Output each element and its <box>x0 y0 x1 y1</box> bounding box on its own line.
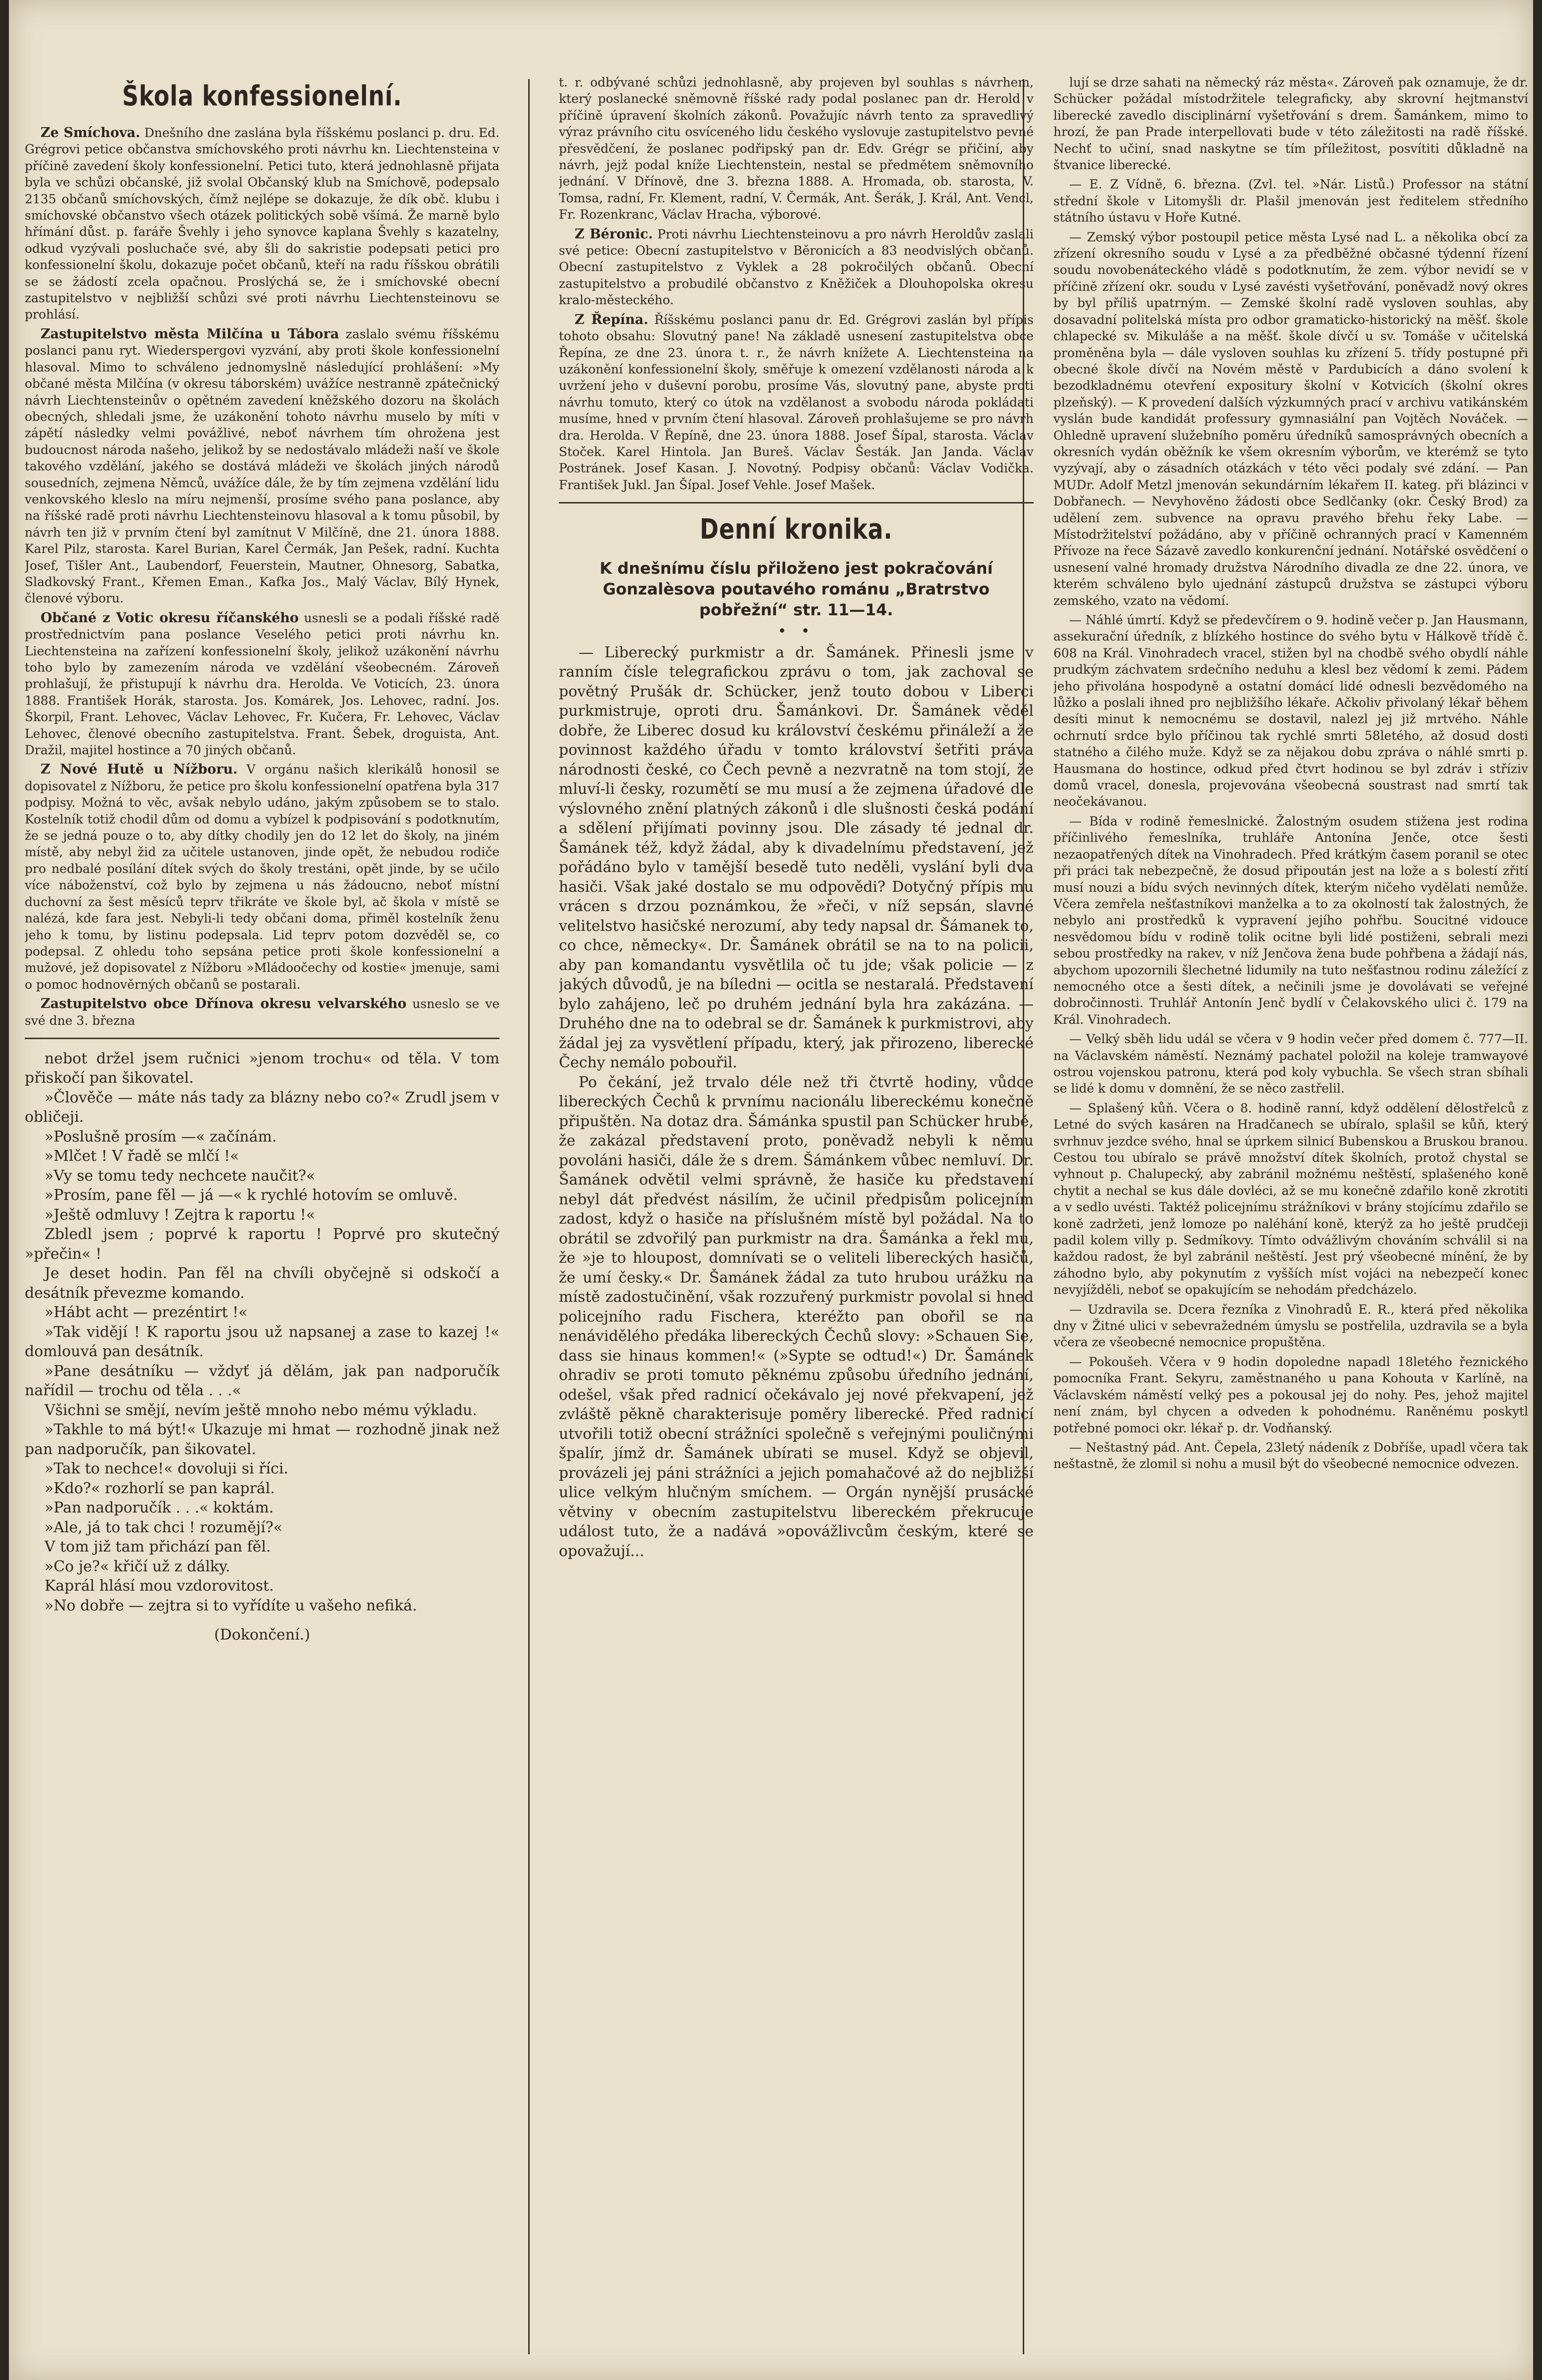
story-line: »Mlčet ! V řadě se mlčí !« <box>45 1147 239 1165</box>
article-title: Z Béronic. <box>575 226 653 242</box>
news-item: — Náhlé úmrtí. Když se předevčírem o 9. hodině večer p. Jan Hausmann, assekurační úředník, z blízkého hostince do svého bytu v Hálkově třídě č. 608 na Král. Vinohradech vracel, stižen byl na chodbě svého obydlí náhle prudkým záchvatem srdečního neduhu a klesl bez vědomí k zemi. Pádem jeho přivolána hospodyně a ostatní domácí lidé odnesli bezvědomého na lůžko a poslali ihned pro nejbližšího lékaře. Ačkoliv přivolaný lékař během desíti minut k nemocnému se dostavil, nalezl jej již mrtvého. Náhle ochrnutí srdce bylo příčinou tak rychlé smrti 58letého, až dosud dosti statného a čilého muže. Když se za nějakou dobu zpráva o náhlé smrti p. Hausmana do hostince, odkud před čtvrt hodinou se byl zdráv i stříziv domů vracel, donesla, projevována všeobecná soustrast nad smrtí tak neočekávanou. <box>1053 613 1528 809</box>
news-item: lují se drze sahati na německý ráz města«. Zároveň pak oznamuje, že dr. Schücker požádal místodržitele telegraficky, aby skrovní hejtmanství liberecké zavedlo disciplinární vyšetřování s drem. Šamánkem, mimo to hrozí, že pan Prade interpellovati bude v této záležitosti na radě říšské. Nechť to učiní, snad naskytne se tím příležitost, posvítiti důkladně na štvanice liberecké. <box>1053 75 1528 173</box>
story-line: Kaprál hlásí mou vzdorovitost. <box>45 1577 274 1595</box>
article <box>559 312 1034 493</box>
story-line: »Vy se tomu tedy nechcete naučit?« <box>45 1167 316 1185</box>
story-line: »Tak vidějí ! K raportu jsou už napsanej a zase to kazej !« domlouvá pan desátník. <box>25 1323 499 1361</box>
story-line: »Kdo?« rozhorlí se pan kaprál. <box>45 1479 275 1497</box>
story-line: »Hábt acht — prezéntirt !« <box>45 1304 248 1322</box>
story-line: »Takhle to má být!« Ukazuje mi hmat — rozhodně jinak než pan nadporučík, pan šikovatel. <box>25 1421 499 1458</box>
story-line: Všichni se smějí, nevím ještě mnoho nebo mému výkladu. <box>45 1401 477 1419</box>
article-text: usneslo se ve své dne 3. března <box>25 997 499 1028</box>
divider <box>559 502 1034 503</box>
story-line: »Pan nadporučík . . .« koktám. <box>45 1499 274 1517</box>
story-line: nebot držel jsem ručnici »jenom trochu« od těla. V tom přiskočí pan šikovatel. <box>25 1050 499 1087</box>
supplement-notice: K dnešnímu číslu přiloženo jest pokračování Gonzalèsova poutavého románu „Bratrstvo pobřežní“ str. 11—14. <box>599 559 993 620</box>
column-1 <box>25 74 499 2379</box>
article-title: Zastupitelstvo města Milčína u Tábora <box>41 326 339 342</box>
article <box>25 125 499 323</box>
section-heading: Denní kronika. <box>700 513 893 546</box>
story-line: »Poslušně prosím —« začínám. <box>45 1128 277 1145</box>
article <box>25 996 499 1029</box>
article-text: Říšskému poslanci panu dr. Ed. Grégrovi zaslán byl přípis tohoto obsahu: Slovutný pane! Na základě usnesení zastupitelstva obce Řepína, ze dne 23. února t. r., že návrh knížete A. Liechtensteina na uzákonění konfessionelní školy, směřuje k omezení vzdělanosti národa a k uvržení jeho v duševní porobu, prosíme Vás, slovutný pane, abyste proti návrhu tomuto, který co útok na vzdělanost a svobodu národa pokládati musíme, hned v prvním čtení hlasoval. Zároveň prohlašujeme se pro návrh dra. Herolda. V Řepíně, dne 23. února 1888. Josef Šípal, starosta. Václav Stoček. Karel Hintola. Jan Bureš. Václav Šesták. Jan Janda. Václav Postránek. Josef Kasan. J. Novotný. Podpisy občanů: Václav Vodička. František Jukl. Jan Šípal. Josef Vehle. Josef Mašek. <box>559 312 1034 492</box>
story-line: »No dobře — zejtra si to vyřídíte u vašeho nefiká. <box>45 1597 417 1614</box>
article <box>25 761 499 993</box>
story-paragraph: Po čekání, jež trvalo déle než tři čtvrtě hodiny, vůdce libereckých Čechů k prvnímu nacionálu libereckému konečně připuštěn. Na dotaz dra. Šámánka spustil pan Schücker hrubě, že zakázal představení proto, poněvadž nebyli k němu povoláni hasiči, dále že s drem. Šámánkem vůbec nemluví. Dr. Šamánek odvětil velmi správně, že hasiče ku představení nebyl dát předvést násilím, že učinil předpisům policejním zadost, když o hasiče na příslušném místě byl požádal. Na to obrátil se zdvořilý pan purkmistr na dra. Šamánka a řekl mu, že »je to hloupost, domnívati se o veliteli libereckých hasičů, že umí česky.« Dr. Šamánek žádal za tuto hrubou urážku na místě zadostučinění, však rozzuřený purkmistr povolal si hned policejního radu Fischera, kteréžto pan obořil se na nenávidělého předáka libereckých Čechů slovy: »Schauen Sie, dass sie hinaus kommen!« (»Sypte se odtud!«) Dr. Šamánek ohradiv se proti tomuto pěknému způsobu úředního jednání, odešel, však před radnicí očekávalo jej nové překvapení, jež zvláště pěkně charakterisuje poměry liberecké. Před radnicí utvořili totiž obecní strážníci společně s veřejnými pouličnými špalír, jímž dr. Šamánek ubírati se musel. Když se objevil, provázeli jej páni strážníci a jejich pomahačové až do nejbližší ulice velkým hlučným smíchem. — Orgán nynější prusácké větviny v obecním zastupitelstvu libereckém překrucuje událost tuto, že a nadává »opovážlivcům českým, které se opovažují... <box>559 1073 1034 1560</box>
article-text: zaslalo svému říšskému poslanci panu ryt. Wiederspergovi vyzvání, aby proti škole konfessionelní hlasoval. Mimo to schváleno jednomyslně následující prohlášení: »My občané města Milčína (v okresu táborském) uvážíce nestranně zpátečnický návrh Liechtensteinův o opětném zavedení kněžského dozoru na školách obecných, shledali jsme, že uzákonění tohoto návrhu muselo by míti v zápětí následky velmi povážlivé, neboť návrhem tím ohrožena jest budoucnost národa našeho, jelikož by se nedostávalo mládeži naší ve škole takového vzdělání, jakého se dostává mládeži ve školách jiných národů sousedních, zejmena Němců, uvážíce dále, že by tím zejmena vzdělání lidu venkovského kleslo na míru nejmenší, prosíme svého pana poslance, aby na říšské radě proti návrhu Liechtensteinovu hlasoval a k tomu působil, by návrh ten již v prvním čtení byl zamítnut V Milčíně, dne 21. února 1888. Karel Pilz, starosta. Karel Burian, Karel Čermák, Jan Pešek, radní. Kuchta Josef, Tišler Ant., Laubendorf, Feuerstein, Mautner, Ohnesorg, Sabatka, Sladkovský Frant., Křemen Eman., Kafka Jos., Malý Václav, Bílý Hynek, členové výboru. <box>25 326 499 606</box>
article-continuation: t. r. odbývané schůzi jednohlasně, aby projeven byl souhlas s návrhem, který poslanecké sněmovně říšské rady podal poslanec pan dr. Herold v příčině úpravení školních zákonů. Považujíc návrh tento za spravedlivý výraz právního citu osvíceného lidu českého vyslovuje zastupitelstvo pevné přesvědčení, že poslanec podřipský pan dr. Edv. Grégr se přičiní, aby návrh, jejž podal kníže Liechtenstein, nestal se předmětem sněmovního jednání. V Dřínově, dne 3. března 1888. A. Hromada, ob. starosta, V. Tomsa, radní, Fr. Klement, radní, V. Čermák, Ant. Šerák, J. Král, Ant. Vencl, Fr. Rozenkranc, Václav Hracha, výborové. <box>559 75 1034 222</box>
news-item: — Uzdravila se. Dcera řezníka z Vinohradů E. R., která před několika dny v Žitné ulici v sebevražedném úmyslu se postřelila, uzdravila se a byla včera ze všeobecné nemocnice propuštěna. <box>1053 1302 1528 1350</box>
article-title: Zastupitelstvo obce Dřínova okresu velvarského <box>41 996 407 1012</box>
article-title: Z Řepína. <box>575 312 648 327</box>
article <box>25 326 499 607</box>
story-line: »Co je?« křičí už z dálky. <box>45 1557 230 1575</box>
article <box>25 610 499 759</box>
article-text: Proti návrhu Liechtensteinovu a pro návrh Heroldův zaslali své petice: Obecní zastupitelstvo v Běronicích a 83 neodvislých občanů. Obecní zastupitelstvo z Vyklek a 28 pokročilých občanů. Obecní zastupitelstvo a probudilé občanstvo z Kněžiček a Dlouhopolska okresu kralo-městeckého. <box>559 227 1034 308</box>
story-line: »Pane desátníku — vždyť já dělám, jak pan nadporučík nařídil — trochu od těla . . .« <box>25 1362 499 1400</box>
column-3 <box>1053 74 1528 2379</box>
column-rule <box>528 79 530 2354</box>
story-line: »Tak to nechce!« dovoluji si říci. <box>45 1460 289 1478</box>
story-paragraph: — Liberecký purkmistr a dr. Šamánek. Přinesli jsme v ranním čísle telegrafickou zprávu o tom, jak zachoval se povětný Prušák dr. Schücker, jenž touto dobou v Liberci purkmistruje, oproti dru. Šamánkovi. Dr. Šamánek věděl dobře, že Liberec dosud ku království českému přináleží a že povinnost každého úřadu v tomto království šetřiti práva národnosti české, co Čech pevně a nezvratně na tom stojí, že mluví-li česky, rozumětí se mu musí a že zejmena úřadové dle výslovného znění platných zákonů i dle slušnosti česká podání a sdělení přijímati povinny jsou. Dle zásady té jednal dr. Šamánek též, když žádal, aby k divadelnímu představení, jež pořádáno bylo v tamější besedě tuto neděli, vyslání byli dva hasiči. Však jaké dostalo se mu odpovědi? Dotyčný přípis mu vrácen s drzou poznámkou, že »řeči, v níž sepsán, slavné velitelstvo hasičské nerozumí, aby tedy napsal dr. Šámanek to, co chce, německy«. Dr. Šamánek obrátil se na to na policii, aby pan komandantu vysvětlila oč tu jde; však policie — z jakých důvodů, je na bíledni — ocitla se nestaralá. Představení bylo zahájeno, leč po druhém jednání byla hra zakázána. — Druhého dne na to odebral se dr. Šamánek k purkmistrovi, aby žádal jej za vysvětlení případu, který, jak přirozeno, liberecké Čechy nemálo pobouřil. <box>559 643 1034 1072</box>
article-text: V orgánu našich klerikálů honosil se dopisovatel z Nížboru, že petice pro školu konfessionelní opatřena byla 317 podpisy. Možná to věc, avšak nebylo udáno, jakým způsobem se to stalo. Kostelník totiž chodil dům od domu a vybízel k podpisování s podotknutím, že se jedná pouze o to, aby dítky chodily jen do 12 let do školy, na jiném místě, aby nebyl žid za učitele ustanoven, jinde opět, že nebudou rodiče pro nedbalé posílání dítek svých do školy trestáni, opět jinde, by se učilo více náboženství, což bylo by zejmena u nás žádoucno, neboť místní duchovní za šest měsíců teprv třikráte ve škole byl, ač škola v místě se nalézá, kde fara jest. Nebyli-li tedy občani doma, přiměl kostelník ženu jeho k tomu, by listinu podepsala. Lid teprv potom dozvěděl se, co podepsal. Z ohledu toho sepsána petice proti škole konfessionelní a mužové, jež dopisovatel z Nížboru »Mládoočechy od kostie« jmenuje, sami o pomoc hodnověrných občanů se postarali. <box>25 762 499 992</box>
article-title: Ze Smíchova. <box>41 125 140 140</box>
story-line: »Ale, já to tak chci ! rozumějí?« <box>45 1518 283 1536</box>
article-title: Z Nové Hutě u Nížboru. <box>41 762 238 778</box>
ornament: • • <box>777 623 815 641</box>
article-title: Občané z Votic okresu říčanského <box>41 610 299 626</box>
story-line: »Ještě odmluvy ! Zejtra k raportu !« <box>45 1206 316 1224</box>
column-2 <box>559 74 1034 2379</box>
story-line: V tom již tam přichází pan fěl. <box>45 1538 271 1556</box>
story-line: Je deset hodin. Pan fěl na chvíli obyčejně si odskočí a desátník převezme komando. <box>25 1265 499 1302</box>
news-item: — Zemský výbor postoupil petice města Lysé nad L. a několika obcí za zřízení okresního soudu v Lysé a za předběžné občasné týdenní řízení soudu novobenáteckého vládě s podotknutím, že zem. výbor nevidí se v příčině zřízení okr. soudu v Lysé zavésti vyšetřování, poněvadž nový okres by byl příliš upatrným. — Zemské školní radě vysloven souhlas, aby dosavadní politelská místa pro odbor gramaticko-historický na měšť. škole chlapecké sv. Mikuláše a na měšť. škole dívčí u sv. Tomáše v učitelská proměněna byla — dále vysloven souhlas ku zřízení 5. třídy postupné při obecné škole dívčí na Novém městě v Pardubicích a dáno svolení k bezodkladnému otevření expositury školní v Kotvicích (školní okres plzeňský). — K provedení dalších výzkumných prací v archivu vatikánském vyslán bude kandidát professury gymnasiální pan Vojtěch Nováček. — Ohledně upravení služebního poměru úředníků samosprávných obecních a okresních vydán oběžník ke všem okresním výborům, ve kterémž se tyto vyzývají, aby o zásadních otázkách v této věci podaly své zdání. — Pan MUDr. Adolf Metzl jmenován sekundárním lékařem II. kateg. při blázinci v Dobřanech. — Nevyhověno žádosti obce Sedlčanky (okr. Český Brod) za udělení zem. subvence na opravu pravého břehu řeky Labe. — Místodržitelství požádáno, aby v příčině ochranných prací v Kamenném Přívoze na řece Sázavě zavedlo konkurenční jednání. Notářské osvědčení o usnesení valné hromady družstva Národního divadla ze dne 22. února, ve kterém schváleno bylo ujednání zástupců družstva se zástupci výboru zemského, vzato na vědomí. <box>1053 229 1528 608</box>
story-line: »Prosím, pane fěl — já —« k rychlé hotovím se omluvě. <box>45 1187 458 1204</box>
story-line: Zbledl jsem ; poprvé k raportu ! Poprvé pro skutečný »přečin« ! <box>25 1226 499 1263</box>
news-story <box>559 643 1034 1561</box>
feuilleton <box>25 1049 499 1645</box>
divider <box>25 1038 499 1039</box>
story-line: »Člověče — máte nás tady za blázny nebo co?« Zrudl jsem v obličeji. <box>25 1089 499 1126</box>
news-item: — Velký sběh lidu udál se včera v 9 hodin večer před domem č. 777—II. na Václavském náměstí. Neznámý pachatel položil na koleje tramwayové ostrou vojenskou patronu, která pod koly vybuchla. Se všech stran sbíhali se lidé k domu v domnění, že se něco zastřelil. <box>1053 1032 1528 1096</box>
section-heading: Škola konfessionelní. <box>122 80 402 112</box>
article-text: Dnešního dne zaslána byla říšskému poslanci p. dru. Ed. Grégrovi petice občanstva smíchovského proti návrhu kn. Liechtensteina v příčině zavedení školy konfessionelní. Petici tuto, která jednohlasně přijata byla ve schůzi občanské, již svolal Občanský klub na Smíchově, podepsalo 2135 občanů smíchovských, čímž nejlépe se dokazuje, že dík obč. klubu i smíchovské občanstvo všech otázek politických sobě všímá. Že marně bylo hřímání důst. p. faráře Švehly i jeho synovce kaplana Švehly s kazatelny, odkud vyzývali posluchače své, aby šli do sakristie podepsati petici pro konfessionelní školu, dokazuje počet občanů, kteří na radu říšskou obrátili se se žádostí zcela opačnou. Proslýchá se, že i smíchovské obecní zastupitelstvo v nejbližší schůzi své proti návrhu Liechtensteinovu se prohlásí. <box>25 126 499 322</box>
article <box>559 226 1034 309</box>
to-be-continued: (Dokončení.) <box>214 1626 311 1644</box>
news-item: — Bída v rodině řemeslnické. Žalostným osudem stižena jest rodina příčinlivého řemeslníka, truhláře Antonína Jenče, otce šesti nezaopatřených dítek na Vinohradech. Před krátkým časem poranil se otec při práci tak nebezpečně, že dosud připoután jest na lože a s bolestí zřití musí nouzi a bídu svých nevinných dítek, kterým ničeho vydělati nemůže. Včera zemřela nešťastníkovi manželka a to za okolností tak žalostných, že nebylo ani prostředků k vypravení jejího pohřbu. Soucitné vidouce nesvědomou bídu v rodině tolik ocitne byli lidé postiženi, sebrali mezi sebou prostředky na rakev, v níž Jenčova žena bude pohřbena a žádají nás, abychom upozornili šlechetné lidumily na tuto nešťastnou rodinu záležící z nemocného otce a šesti dítek, a nečinili jsme je dovolávati se veřejné dobročinnosti. Truhlář Antonín Jenč bydlí v Čelakovského ulici č. 179 na Král. Vinohradech. <box>1053 814 1528 1027</box>
news-item: — E. Z Vídně, 6. března. (Zvl. tel. »Nár. Listů.) Professor na státní střední škole v Litomyšli dr. Plašil jmenován jest ředitelem středního státního ústavu v Hoře Kutné. <box>1053 177 1528 225</box>
news-item: — Pokoušeh. Včera v 9 hodin dopoledne napadl 18letého řeznického pomocníka Frant. Sekyru, zaměstnaného u pana Kohouta v Karlíně, na Václavském náměstí velký pes a pokousal jej do nohy. Pes, jehož majitel není znám, byl chycen a odveden k pohodnému. Raněnému poskytl potřebné pomoci okr. lékař p. dr. Vodňanský. <box>1053 1354 1528 1435</box>
newspaper-page <box>9 0 1533 2380</box>
news-item: — Neštastný pád. Ant. Čepela, 23letý nádeník z Dobříše, upadl včera tak neštastně, že zlomil si nohu a musil být do všeobecné nemocnice odvezen. <box>1053 1440 1528 1471</box>
news-item: — Splašený kůň. Včera o 8. hodině ranní, když oddělení dělostřelců z Letné do svých kasáren na Hradčanech se ubíralo, splašil se kůň, který svrhnuv jezdce svého, hnal se úprkem silnicí Bubenskou a Bruskou branou. Cestou tou ubíralo se právě množství dítek školních, protož chystal se vyhnout p. Chalupecký, aby zabránil možnému neštěstí, splašeného koně chytit a nechal se kus dále dovléci, až se mu konečně zdařilo koně zkrotiti a v sedlo uvésti. Taktéž policejnímu strážníkovi v brány stojícímu zdařilo se koně zadržeti, jenž lomoze po naléhání koně, kterýž za ho ještě prudčeji padil kolem villy p. Sedmíkovy. Tímto odvážlivým chováním schválil si na každou radost, že byl zabránil neštěstí. Jest prý všeobecné mínění, že by záhodno bylo, aby pokynutím z vyšších míst vojáci na nebezpečí konec nevyjížděli, neboť se opakujícím se nehodám předcházelo. <box>1053 1100 1528 1297</box>
article-text: usnesli se a podali říšské radě prostřednictvím pana poslance Veselého petici proti návrhu kn. Liechtensteina na zařízení konfessionelní školy, jelikož uzákonění návrhu toho bylo by zamezením národa ve vzdělání všeobecném. Zároveň prohlašují, že přistupují k návrhu dra. Herolda. Ve Voticích, 23. února 1888. František Horák, starosta. Jos. Komárek, Jos. Lehovec, radní. Jos. Škorpil, Frant. Lehovec, Václav Lehovec, Fr. Kučera, Fr. Lehovec, Václav Lehovec, členové obecního zastupitelstva. Frant. Šebek, droguista, Ant. Dražil, majitel hostince a 70 jiných občanů. <box>25 610 499 758</box>
